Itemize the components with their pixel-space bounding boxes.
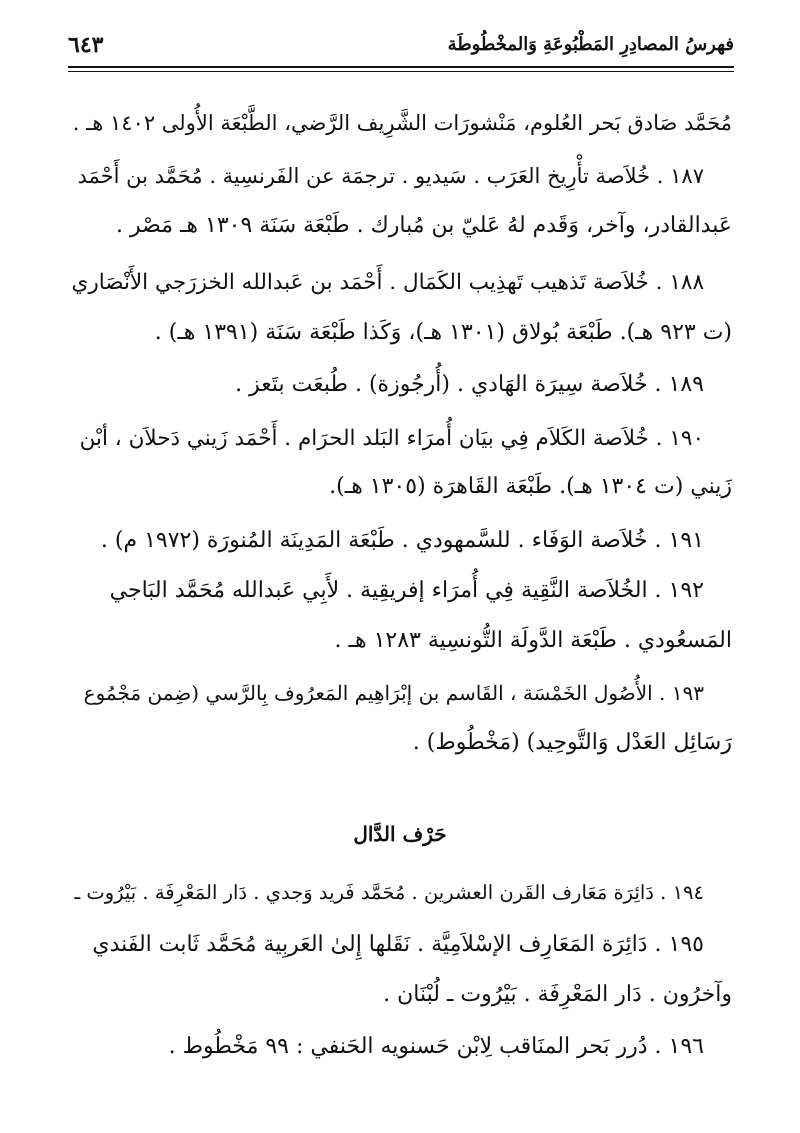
running-head [68, 30, 734, 70]
entry-193-line-1: ١٩٣ . الأُصُول الخَمْسَة ، القَاسم بن إبْرَاهِيم المَعرُوف بِالرَّسي (ضِمن مَجْمُوع [83, 681, 704, 705]
entry-195-line-2: وآخرُون . دَار المَعْرِفَة . بَيْرُوت ـ لُبْنَان . [383, 982, 732, 1007]
header-rule [68, 66, 734, 68]
entry-187-line-1: ١٨٧ . خُلاَصة تأْرِيخ العَرَب . سَيديو . ترجمَة عن الفَرنسِية . مُحَمَّد بن أَحْمَد [77, 164, 704, 188]
entry-190-line-2: زَيني (ت ١٣٠٤ هـ). طَبْعَة القَاهرَة (١٣٠٥ هـ). [329, 474, 732, 499]
entry-192-line-2: المَسعُودي . طَبْعَة الدَّولَة التُّونسِية ١٢٨٣ هـ . [334, 628, 732, 653]
entry-189-line-1: ١٨٩ . خُلاَصة سِيرَة الهَادي . (أُرجُوزة) . طُبعَت بتَعز . [235, 372, 704, 397]
entries-block-dal [72, 870, 732, 1090]
section-heading: حَرْف الدَّال [353, 822, 447, 846]
entry-continuation-line: مُحَمَّد صَادق بَحر العُلوم، مَنْشورَات الشَّرِيف الرَّضي، الطَّبْعَة الأُولى ١٤٠٢ هـ . [72, 111, 732, 135]
running-head-title: فهرسُ المصادِرِ المَطْبُوعَةِ وَالمخْطُوطَة [447, 34, 734, 55]
entry-188-line-1: ١٨٨ . خُلاَصة تَذهيب تَهذِيب الكَمَال . أَحْمَد بن عَبدالله الخزرَجي الأَنْصَاري [71, 270, 704, 295]
page-number: ٦٤٣ [68, 32, 104, 58]
entry-195-line-1: ١٩٥ . دَائِرَة المَعَارِف الإسْلاَمِيَّة . نَقَلها إِلىٰ العَربِية مُحَمَّد ثَابت الفَندي [92, 932, 704, 957]
header-rule-thin [68, 71, 734, 72]
entry-192-line-1: ١٩٢ . الخُلاَصة النَّقِية فِي أُمرَاء إفريقِية . لأَبِي عَبدالله مُحَمَّد البَاجي [109, 578, 704, 603]
entry-194-line-1: ١٩٤ . دَائِرَة مَعَارف القَرن العشرين . مُحَمَّد فَريد وَجدي . دَار المَعْرِفَة . بَيْرُوت ـ [74, 881, 704, 904]
entry-188-line-2: (ت ٩٢٣ هـ). طَبْعَة بُولاق (١٣٠١ هـ)، وَكَذا طَبْعَة سَنَة (١٣٩١ هـ) . [154, 320, 732, 345]
entries-block [72, 100, 732, 760]
entry-191-line-1: ١٩١ . خُلاَصة الوَفَاء . للسَّمهودي . طَبْعَة المَدِينَة المُنورَة (١٩٧٢ م) . [100, 528, 704, 553]
entry-196-line-1: ١٩٦ . دُرر بَحر المنَاقب لِابْن حَسنويه الحَنفي : ٩٩ مَخْطُوط . [168, 1034, 704, 1059]
entry-187-line-2: عَبدالقادر، وآخر، وَقَدم لهُ عَليّ بن مُبارك . طَبْعَة سَنَة ١٣٠٩ هـ مَصْر . [115, 213, 732, 238]
entry-190-line-1: ١٩٠ . خُلاَصة الكَلاَم فِي بيَان أُمرَاء البَلد الحرَام . أَحْمَد زَيني دَحلاَن ، أبْن [79, 426, 704, 451]
entry-193-line-2: رَسَائِل العَدْل وَالتَّوحِيد) (مَخْطُوط) . [412, 730, 732, 755]
